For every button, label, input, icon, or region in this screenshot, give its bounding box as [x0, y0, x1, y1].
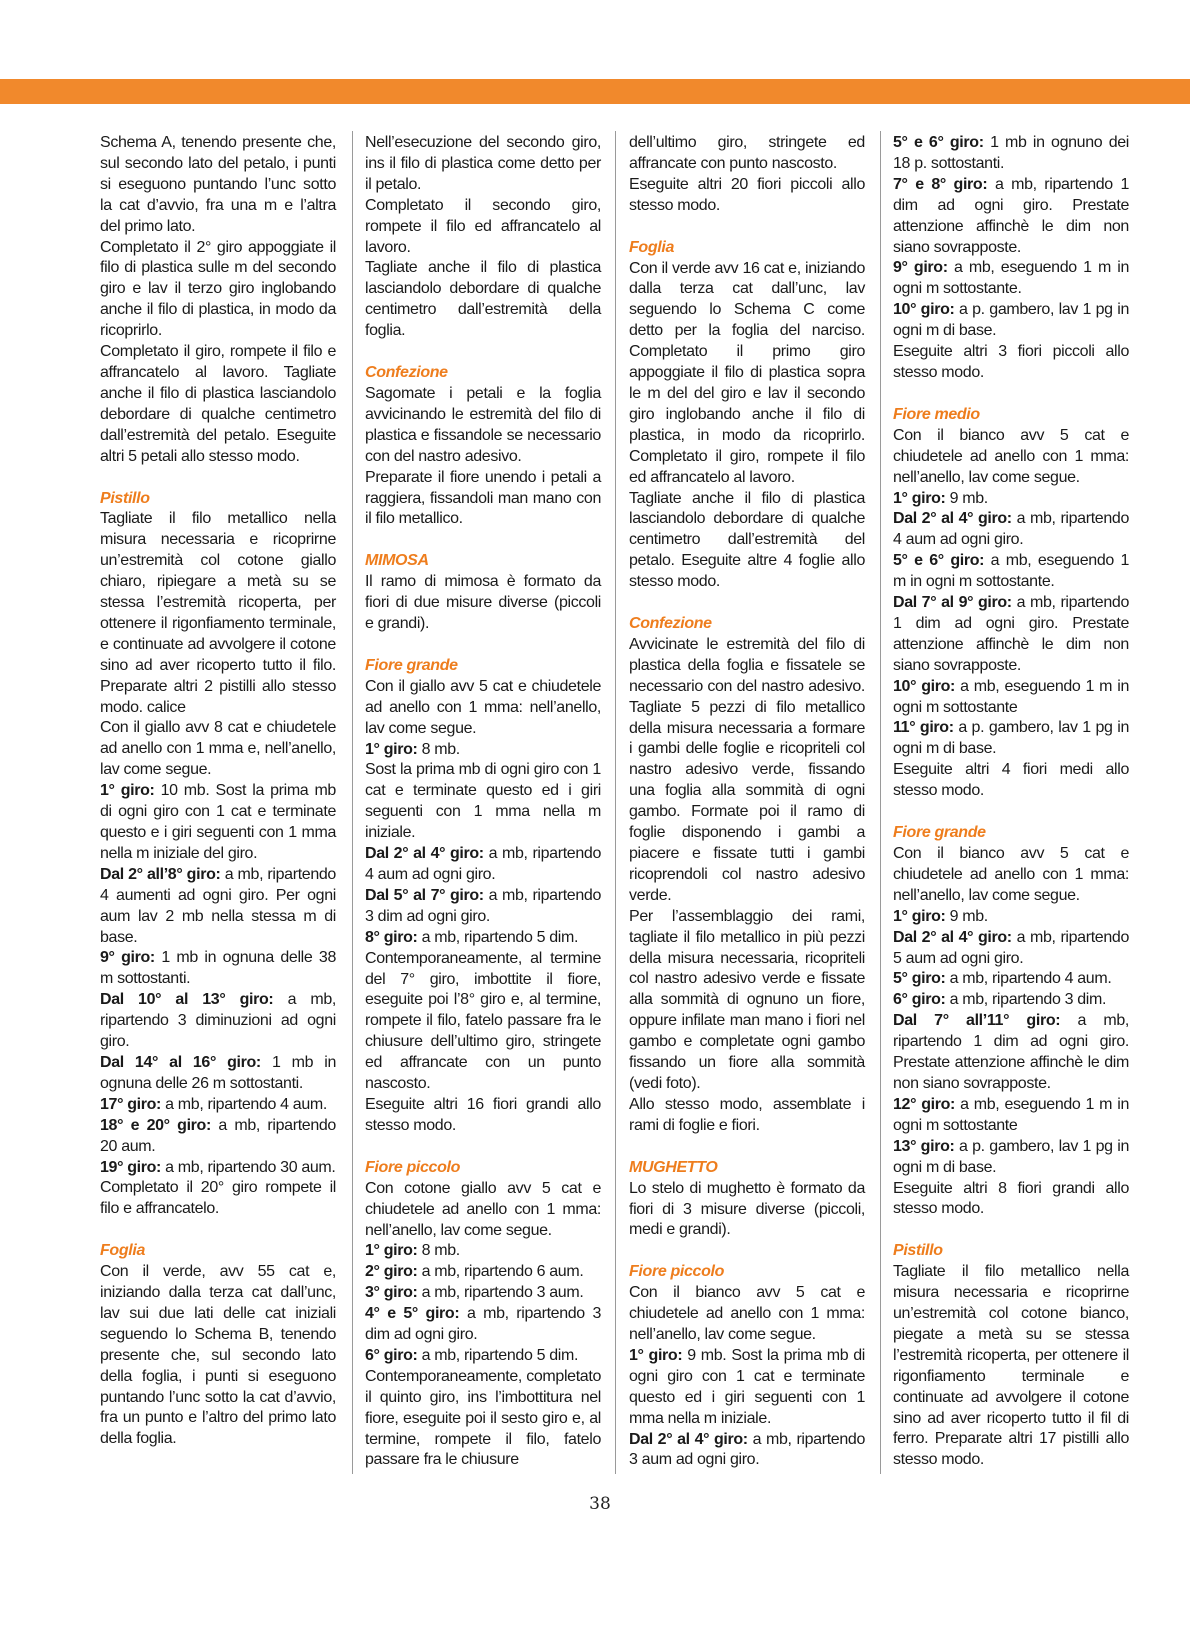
paragraph: [365, 572, 601, 635]
column-divider: [615, 131, 616, 1474]
paragraph: [893, 1095, 1129, 1137]
text-run: a mb, ripartendo 6 aum.: [417, 1263, 584, 1281]
section-heading: Foglia: [629, 238, 675, 256]
round-label: Dal 2° al 4° giro:: [893, 928, 1012, 946]
text-run: 9 mb. Sost la prima mb di ogni giro con 1 cat e terminate questo ed i giri seguenti con 1 mma nella m iniziale.: [629, 1346, 865, 1427]
text-run: 8 mb.: [417, 1242, 460, 1260]
round-label: 12° giro:: [893, 1095, 956, 1113]
section-heading: Confezione: [629, 615, 712, 633]
text-run: Tagliate anche il filo di plastica lasciandolo debordare di qualche centimetro dall’estremità del petalo. Eseguite altre 4 foglie allo stesso modo.: [629, 489, 865, 591]
text-run: Tagliate anche il filo di plastica lasciandolo debordare di qualche centimetro dall’estremità della foglia.: [365, 259, 601, 340]
text-run: a mb, ripartendo 1 dim ad ogni giro. Prestate attenzione affinchè le dim non siano sovrapposte.: [893, 175, 1129, 256]
paragraph: [893, 551, 1129, 593]
paragraph: [893, 718, 1129, 760]
round-label: 18° e 20° giro:: [100, 1116, 211, 1134]
round-label: 8° giro:: [365, 928, 418, 946]
round-label: Dal 10° al 13° giro:: [100, 991, 274, 1009]
text-run: a mb, eseguendo 1 m in ogni m sottostante.: [893, 552, 1129, 591]
paragraph: [365, 258, 601, 342]
text-run: a mb, ripartendo 1 dim ad ogni giro. Prestate attenzione affinchè le dim non siano sovrapposte.: [893, 1012, 1129, 1092]
round-label: 7° e 8° giro:: [893, 175, 988, 193]
paragraph: [893, 133, 1129, 175]
text-run: Completato il giro, rompete il filo e affrancatelo al lavoro. Tagliate anche il filo di plastica lasciandolo debordare di qualche centimetro dall’estremità del petalo. Eseguite altri 5 petali allo stesso modo.: [100, 343, 336, 465]
paragraph: [365, 1304, 601, 1346]
text-run: Completato il 20° giro rompete il filo e affrancatelo.: [100, 1179, 336, 1218]
text-run: a mb, ripartendo 3 dim ad ogni giro.: [365, 1305, 601, 1344]
round-label: Dal 7° al 9° giro:: [893, 594, 1012, 612]
text-column-4: [893, 133, 1129, 1471]
round-label: 4° e 5° giro:: [365, 1305, 460, 1323]
paragraph: [100, 1178, 336, 1220]
text-run: Con il bianco avv 5 cat e chiudetele ad anello con 1 mma: nell’anello, lav come segue.: [629, 1284, 865, 1344]
paragraph: [100, 718, 336, 781]
paragraph: [893, 677, 1129, 719]
paragraph: [893, 258, 1129, 300]
paragraph: [100, 133, 336, 238]
round-label: 13° giro:: [893, 1137, 955, 1155]
round-label: Dal 2° al 4° giro:: [629, 1430, 748, 1448]
paragraph: [100, 1095, 336, 1116]
text-run: a mb, eseguendo 1 m in ogni m sottostante: [893, 677, 1129, 716]
text-run: Eseguite altri 20 fiori piccoli allo stesso modo.: [629, 175, 865, 214]
paragraph: [893, 1179, 1129, 1221]
text-run: Con il giallo avv 8 cat e chiudetele ad anello con 1 mma e, nell’anello, lav come segue.: [100, 719, 336, 779]
paragraph: [365, 928, 601, 949]
text-run: Contemporaneamente, al termine del 7° giro, imbottite il fiore, eseguite poi l’8° giro e, al termine, rompete il filo, fatelo passare fra le chiusure dell’ultimo giro, stringete ed affrancate con un punto nascosto.: [365, 949, 601, 1093]
text-run: a mb, ripartendo 4 aum ad ogni giro.: [893, 510, 1129, 549]
text-run: Completato il secondo giro, rompete il filo ed affrancatelo al lavoro.: [365, 196, 601, 256]
text-run: Per l’assemblaggio dei rami, tagliate il filo metallico in più pezzi della misura necessaria, ricopriteli col nastro adesivo verde e fissate alla sommità di ognuno un fiore, oppure infilate man mano i fiori nel gambo e completate ogni gambo fissando un fiore alla sommità (vedi foto).: [629, 907, 865, 1092]
text-run: Schema A, tenendo presente che, sul secondo lato del petalo, i punti si eseguono puntando l’unc sotto la cat d’avvio, fra una m e l’altra del primo lato.: [100, 134, 336, 235]
paragraph: [100, 1053, 336, 1095]
round-label: Dal 2° al 4° giro:: [893, 510, 1012, 528]
text-run: a mb, ripartendo 5 dim.: [417, 1346, 579, 1364]
paragraph: [365, 886, 601, 928]
round-label: Dal 14° al 16° giro:: [100, 1053, 261, 1071]
text-run: 9 mb.: [945, 907, 988, 925]
text-run: dell’ultimo giro, stringete ed affrancate con punto nascosto.: [629, 134, 865, 172]
paragraph: [365, 740, 601, 761]
paragraph: [629, 907, 865, 1095]
text-run: a mb, ripartendo 30 aum.: [161, 1158, 336, 1176]
text-run: a p. gambero, lav 1 pg in ogni m di base.: [893, 719, 1129, 758]
section-heading: Fiore grande: [365, 656, 458, 674]
round-label: Dal 7° all’11° giro:: [893, 1012, 1061, 1030]
round-label: 3° giro:: [365, 1284, 418, 1302]
section-heading: Confezione: [365, 364, 448, 382]
paragraph: [365, 949, 601, 1095]
text-run: Eseguite altri 16 fiori grandi allo stesso modo.: [365, 1095, 601, 1134]
paragraph: [365, 1367, 601, 1472]
paragraph: [629, 259, 865, 489]
section-heading: MUGHETTO: [629, 1158, 718, 1176]
text-run: 9 mb.: [945, 489, 988, 507]
paragraph: [365, 1262, 601, 1283]
text-column-3: [629, 133, 865, 1471]
paragraph: [365, 133, 601, 196]
text-run: Sost la prima mb di ogni giro con 1 cat e terminate questo ed i giri seguenti con 1 mma nella m iniziale.: [365, 761, 601, 842]
text-run: 1 mb in ognuno dei 18 p. sottostanti.: [893, 134, 1130, 172]
section-heading: Foglia: [100, 1242, 146, 1260]
round-label: 9° giro:: [100, 949, 155, 967]
paragraph: [893, 300, 1129, 342]
paragraph: [365, 1283, 601, 1304]
text-run: a mb, eseguendo 1 m in ogni m sottostante.: [893, 259, 1129, 298]
paragraph: [100, 1116, 336, 1158]
page-number: 38: [589, 1494, 611, 1514]
paragraph: [629, 635, 865, 907]
text-run: 8 mb.: [417, 740, 460, 758]
round-label: Dal 2° al 4° giro:: [365, 845, 484, 863]
round-label: 9° giro:: [893, 259, 948, 277]
text-run: Eseguite altri 4 fiori medi allo stesso modo.: [893, 761, 1129, 800]
paragraph: [100, 342, 336, 467]
paragraph: [365, 196, 601, 259]
text-run: a mb, ripartendo 20 aum.: [100, 1116, 336, 1155]
paragraph: [365, 1346, 601, 1367]
text-run: a mb, ripartendo 3 dim.: [945, 991, 1107, 1009]
text-run: Eseguite altri 8 fiori grandi allo stesso modo.: [893, 1179, 1129, 1218]
paragraph: [629, 175, 865, 217]
paragraph: [100, 990, 336, 1053]
text-run: Con cotone giallo avv 5 cat e chiudetele ad anello con 1 mma: nell’anello, lav come segue.: [365, 1179, 601, 1239]
paragraph: [629, 133, 865, 175]
paragraph: [893, 990, 1129, 1011]
round-label: 1° giro:: [629, 1346, 683, 1364]
section-heading: Fiore piccolo: [629, 1263, 725, 1281]
paragraph: [100, 865, 336, 949]
text-run: a mb, ripartendo 3 aum ad ogni giro.: [629, 1430, 865, 1469]
column-divider: [352, 131, 353, 1474]
text-run: 1 mb in ognuna delle 38 m sottostanti.: [100, 949, 336, 988]
paragraph: [365, 1179, 601, 1242]
text-run: Con il verde avv 16 cat e, iniziando dalla terza cat dall’unc, lav seguendo lo Schema C come detto per la foglia del narciso. Completato il primo giro appoggiate il filo di plastica sopra le m del del giro e lav il secondo giro inglobando anche il filo di plastica, in modo da ricoprirlo. Completato il giro, rompete il filo ed affrancatelo al lavoro.: [629, 259, 865, 486]
paragraph: [365, 1241, 601, 1262]
paragraph: [100, 948, 336, 990]
section-heading: Pistillo: [893, 1242, 943, 1260]
paragraph: [100, 509, 336, 718]
paragraph: [893, 509, 1129, 551]
text-column-1: [100, 133, 336, 1450]
paragraph: [893, 907, 1129, 928]
text-run: a mb, ripartendo 3 diminuzioni ad ogni giro.: [100, 991, 336, 1051]
section-heading: Pistillo: [100, 489, 150, 507]
text-run: a mb, ripartendo 4 aum ad ogni giro.: [365, 845, 601, 883]
text-run: a mb, ripartendo 3 dim ad ogni giro.: [365, 886, 601, 925]
paragraph: [100, 1262, 336, 1450]
paragraph: [893, 593, 1129, 677]
round-label: 19° giro:: [100, 1158, 162, 1176]
text-run: Con il verde, avv 55 cat e, iniziando dalla terza cat dall’unc, lav sui due lati delle cat iniziali seguendo lo Schema B, tenendo presente che, sul secondo lato della foglia, i punti si eseguono puntando l’unc sotto la cat d’avvio, fra un punto e l’altro del primo lato della foglia.: [100, 1263, 336, 1448]
paragraph: [893, 175, 1129, 259]
round-label: 11° giro:: [893, 719, 954, 737]
text-run: Con il giallo avv 5 cat e chiudetele ad anello con 1 mma: nell’anello, lav come segue.: [365, 677, 601, 737]
text-run: Con il bianco avv 5 cat e chiudetele ad anello con 1 mma: nell’anello, lav come segue.: [893, 426, 1129, 486]
round-label: 1° giro:: [365, 1242, 418, 1260]
round-label: 10° giro:: [893, 677, 956, 695]
paragraph: [893, 844, 1129, 907]
text-run: a mb, ripartendo 5 aum ad ogni giro.: [893, 928, 1129, 967]
round-label: 5° giro:: [893, 970, 946, 988]
text-run: Tagliate il filo metallico nella misura necessaria e ricoprirne un’estremità col cotone giallo chiaro, ripiegare a metà su se stessa l’estremità ricoperta, per ottenere il rigonfiamento terminale, e continuate ad avvolgere il cotone sino ad aver ricoperto tutto il filo. Preparate altri 2 pistilli allo stesso modo. calice: [100, 510, 336, 716]
paragraph: [893, 1137, 1129, 1179]
paragraph: [365, 468, 601, 531]
paragraph: [629, 489, 865, 594]
round-label: 10° giro:: [893, 301, 955, 319]
round-label: 1° giro:: [365, 740, 418, 758]
paragraph: [365, 1095, 601, 1137]
section-heading: Fiore medio: [893, 405, 980, 423]
round-label: 1° giro:: [893, 489, 946, 507]
text-run: Allo stesso modo, assemblate i rami di foglie e fiori.: [629, 1095, 865, 1134]
paragraph: [100, 238, 336, 343]
text-run: Tagliate il filo metallico nella misura necessaria e ricoprirne un’estremità col cotone bianco, piegate a metà su se stessa l’estremità ricoperta, per ottenere il rigonfiamento terminale e continuate ad avvolgere il cotone sino ad aver ricoperto tutto il fil di ferro. Preparate altri 17 pistilli allo stesso modo.: [893, 1263, 1129, 1469]
text-column-2: [365, 133, 601, 1471]
text-run: a mb, ripartendo 3 aum.: [417, 1284, 584, 1302]
paragraph: [893, 760, 1129, 802]
paragraph: [893, 928, 1129, 970]
round-label: Dal 2° all’8° giro:: [100, 865, 221, 883]
text-run: Contemporaneamente, completato il quinto giro, ins l’imbottitura nel fiore, eseguite poi il sesto giro e, al termine, rompete il filo, fatelo passare fra le chiusure: [365, 1367, 601, 1469]
text-run: a p. gambero, lav 1 pg in ogni m di base.: [893, 301, 1129, 340]
round-label: 1° giro:: [893, 907, 946, 925]
section-heading: Fiore piccolo: [365, 1158, 461, 1176]
paragraph: [365, 844, 601, 886]
round-label: 6° giro:: [365, 1346, 418, 1364]
text-run: Sagomate i petali e la foglia avvicinando le estremità del filo di plastica e fissandole se necessario con del nastro adesivo.: [365, 384, 601, 465]
paragraph: [629, 1430, 865, 1472]
paragraph: [629, 1346, 865, 1430]
text-run: Avvicinate le estremità del filo di plastica della foglia e fissatele se necessario con del nastro adesivo. Tagliate 5 pezzi di filo metallico della misura necessaria a formare i gambi delle foglie e ricopriteli col nastro adesivo verde, fissando una foglia alla sommità di ogni gambo. Formate poi il ramo di foglie disponendo i gambi a piacere e fissate tutti i gambi ricoprendoli col nastro adesivo verde.: [629, 635, 865, 904]
text-run: a mb, ripartendo 4 aum.: [161, 1095, 327, 1113]
text-run: Lo stelo di mughetto è formato da fiori di 3 misure diverse (piccoli, medi e grandi).: [629, 1179, 865, 1239]
round-label: 2° giro:: [365, 1263, 418, 1281]
text-run: Completato il 2° giro appoggiate il filo di plastica sulle m del secondo giro e lav il terzo giro inglobando anche il filo di plastica, in modo da ricoprirlo.: [100, 238, 336, 340]
text-run: 1 mb in ognuna delle 26 m sottostanti.: [100, 1053, 336, 1092]
top-accent-bar: [0, 79, 1190, 104]
text-run: a mb, ripartendo 4 aumenti ad ogni giro. Per ogni aum lav 2 mb nella stessa m di base.: [100, 865, 336, 946]
round-label: 5° e 6° giro:: [893, 552, 985, 570]
paragraph: [100, 1158, 336, 1179]
text-run: Preparate il fiore unendo i petali a raggiera, fissandoli man mano con il filo metallico.: [365, 468, 601, 528]
paragraph: [365, 760, 601, 844]
paragraph: [893, 426, 1129, 489]
paragraph: [893, 1011, 1129, 1095]
text-run: a p. gambero, lav 1 pg in ogni m di base.: [893, 1137, 1129, 1176]
paragraph: [893, 489, 1129, 510]
column-divider: [880, 131, 881, 1474]
text-run: Con il bianco avv 5 cat e chiudetele ad anello con 1 mma: nell’anello, lav come segue.: [893, 845, 1129, 904]
text-run: a mb, eseguendo 1 m in ogni m sottostante: [893, 1095, 1129, 1134]
text-run: Nell’esecuzione del secondo giro, ins il filo di plastica come detto per il petalo.: [365, 134, 601, 193]
section-heading: MIMOSA: [365, 552, 429, 570]
text-run: a mb, ripartendo 1 dim ad ogni giro. Prestate attenzione affinchè le dim non siano sovrapposte.: [893, 594, 1129, 674]
text-run: 10 mb. Sost la prima mb di ogni giro con 1 cat e terminate questo e i giri seguenti con 1 mma nella m iniziale del giro.: [100, 782, 336, 862]
paragraph: [893, 969, 1129, 990]
paragraph: [629, 1179, 865, 1242]
round-label: 17° giro:: [100, 1095, 162, 1113]
section-heading: Fiore grande: [893, 824, 986, 842]
paragraph: [893, 342, 1129, 384]
paragraph: [365, 677, 601, 740]
paragraph: [100, 781, 336, 865]
round-label: Dal 5° al 7° giro:: [365, 886, 484, 904]
round-label: 1° giro:: [100, 782, 155, 800]
text-run: a mb, ripartendo 4 aum.: [945, 970, 1112, 988]
round-label: 5° e 6° giro:: [893, 134, 984, 151]
round-label: 6° giro:: [893, 991, 946, 1009]
text-run: Eseguite altri 3 fiori piccoli allo stesso modo.: [893, 343, 1129, 381]
paragraph: [893, 1262, 1129, 1471]
paragraph: [365, 384, 601, 468]
paragraph: [629, 1095, 865, 1137]
paragraph: [629, 1283, 865, 1346]
text-run: a mb, ripartendo 5 dim.: [417, 928, 579, 946]
text-run: Il ramo di mimosa è formato da fiori di due misure diverse (piccoli e grandi).: [365, 573, 601, 633]
